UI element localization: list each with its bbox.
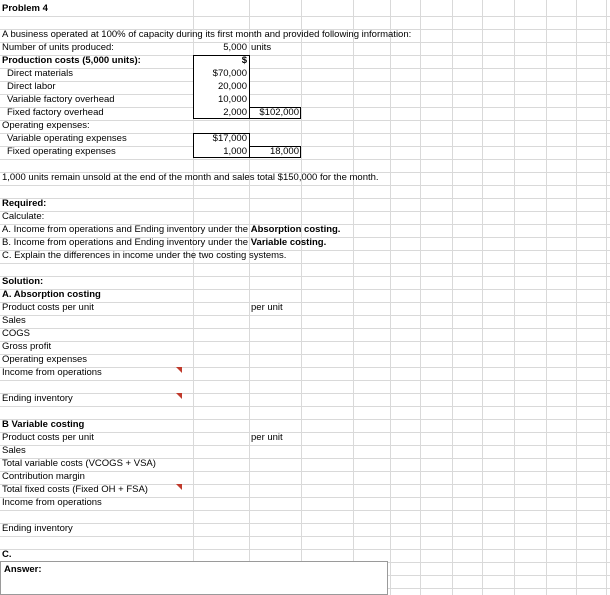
variable-total-variable-costs-label: Total variable costs (VCOGS + VSA) — [2, 458, 156, 469]
absorption-per-unit-label: per unit — [251, 302, 283, 313]
absorption-cogs-label: COGS — [2, 328, 30, 339]
fixed-opex-value: 1,000 — [223, 146, 247, 157]
required-b-text: B. Income from operations and Ending inventory under the — [2, 237, 251, 248]
variable-heading: B Variable costing — [2, 419, 85, 430]
variable-ending-inventory-label: Ending inventory — [2, 523, 73, 534]
absorption-heading: A. Absorption costing — [2, 289, 101, 300]
required-item-b — [2, 237, 326, 249]
fixed-overhead-value: 2,000 — [223, 107, 247, 118]
units-produced-value: 5,000 — [223, 42, 247, 53]
intro-text: A business operated at 100% of capacity during its first month and provided following information: — [2, 29, 412, 40]
unsold-units-note: 1,000 units remain unsold at the end of the month and sales total $150,000 for the month. — [2, 172, 379, 183]
answer-text-box[interactable] — [0, 561, 388, 595]
absorption-ending-inventory-label: Ending inventory — [2, 393, 73, 404]
operating-expenses-header: Operating expenses: — [2, 120, 90, 131]
variable-opex-value: $17,000 — [212, 133, 247, 144]
required-item-c: C. Explain the differences in income under the two costing systems. — [2, 250, 287, 261]
required-a-text: A. Income from operations and Ending inventory under the — [2, 224, 251, 235]
production-costs-header: Production costs (5,000 units): — [2, 55, 141, 66]
part-c-heading: C. — [2, 549, 12, 560]
required-a-bold: Absorption costing. — [250, 224, 341, 235]
answer-label: Answer: — [4, 564, 42, 575]
direct-materials-value: $70,000 — [212, 68, 247, 79]
required-b-bold: Variable costing. — [250, 237, 327, 248]
operating-total-value: 18,000 — [269, 146, 299, 157]
fixed-opex-label: Fixed operating expenses — [7, 146, 116, 157]
absorption-gross-profit-label: Gross profit — [2, 341, 52, 352]
problem-title: Problem 4 — [2, 3, 48, 14]
comment-marker[interactable] — [176, 393, 182, 399]
direct-labor-value: 20,000 — [217, 81, 247, 92]
variable-product-cost-label: Product costs per unit — [2, 432, 94, 443]
variable-per-unit-label: per unit — [251, 432, 283, 443]
direct-labor-label: Direct labor — [7, 81, 56, 92]
calculate-label: Calculate: — [2, 211, 45, 222]
fixed-overhead-label: Fixed factory overhead — [7, 107, 104, 118]
required-heading: Required: — [2, 198, 47, 209]
absorption-opex-label: Operating expenses — [2, 354, 88, 365]
comment-marker[interactable] — [176, 367, 182, 373]
solution-heading: Solution: — [2, 276, 44, 287]
comment-marker[interactable] — [176, 484, 182, 490]
required-item-a — [2, 224, 340, 236]
variable-total-fixed-costs-label: Total fixed costs (Fixed OH + FSA) — [2, 484, 148, 495]
absorption-income-label: Income from operations — [2, 367, 102, 378]
absorption-product-cost-label: Product costs per unit — [2, 302, 94, 313]
variable-overhead-value: 10,000 — [217, 94, 247, 105]
units-unit-label: units — [251, 42, 272, 53]
variable-overhead-label: Variable factory overhead — [7, 94, 115, 105]
variable-sales-label: Sales — [2, 445, 26, 456]
absorption-sales-label: Sales — [2, 315, 26, 326]
dollar-sign-header: $ — [241, 55, 247, 66]
units-produced-label: Number of units produced: — [2, 42, 114, 53]
production-total-value: $102,000 — [259, 107, 299, 118]
variable-opex-label: Variable operating expenses — [7, 133, 127, 144]
direct-materials-label: Direct materials — [7, 68, 73, 79]
variable-contribution-margin-label: Contribution margin — [2, 471, 85, 482]
variable-income-label: Income from operations — [2, 497, 102, 508]
